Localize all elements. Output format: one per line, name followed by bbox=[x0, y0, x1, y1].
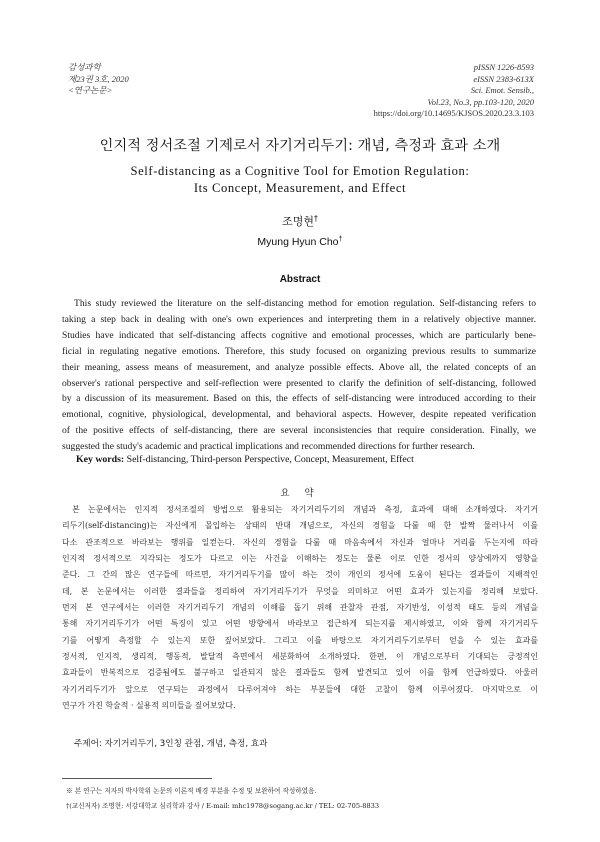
doi-link[interactable]: https://doi.org/10.14695/KJSOS.2020.23.3.103 bbox=[373, 108, 534, 118]
keywords-label: Key words: bbox=[76, 454, 125, 465]
author-english bbox=[0, 234, 600, 248]
abstract-line: their meaning, assess means of measurement, and analyze possible effects. Above all, the related concepts of an bbox=[62, 361, 536, 373]
article-type: <연구논문> bbox=[68, 85, 113, 95]
eissn: eISSN 2383-613X bbox=[473, 73, 534, 84]
abstract-line: ficial in regulating negative emotions. Therefore, this study focused on organizing previous results to summarize bbox=[62, 345, 536, 357]
abstract-line: observer's rational perspective and self-reflection were presented to clarify the definition of self-distancing, followed bbox=[62, 377, 536, 389]
corresponding-mark: † bbox=[338, 234, 343, 243]
summary-line: 통해 자기거리두기가 어떤 특징이 있고 어떤 방향에서 바라보고 접근하게 되는지를 제시하였고, 이와 함께 자기거리두 bbox=[62, 619, 538, 629]
footnote-divider bbox=[62, 778, 212, 779]
abstract-line: taking a step back in dealing with one's own experiences and interpreting them in a relatively objective manner. bbox=[62, 313, 536, 325]
title-english-line2: Its Concept, Measurement, and Effect bbox=[193, 181, 407, 195]
author-english-name: Myung Hyun Cho bbox=[257, 236, 339, 248]
abstract-line: This study reviewed the literature on the self-distancing method for emotion regulation. Self-distancing refers to bbox=[74, 298, 536, 309]
summary-line: 본 논문에서는 인지적 정서조절의 방법으로 활용되는 자기거리두기의 개념과 측정, 효과에 대해 소개하였다. 자기거 bbox=[72, 505, 538, 514]
title-korean: 인지적 정서조절 기제로서 자기거리두기: 개념, 측정과 효과 소개 bbox=[99, 138, 501, 154]
journal-name: 감성과학 bbox=[68, 62, 101, 72]
abstract-line: suggested the study's academic and practical implications and recommended directions for further research. bbox=[62, 441, 475, 453]
abstract-heading: Abstract bbox=[279, 274, 321, 285]
keywords-korean: 주제어: 자기거리두기, 3인칭 관점, 개념, 측정, 효과 bbox=[74, 739, 268, 749]
summary-line: 인지적 정서적으로 지각되는 정도가 다르고 이는 사건을 이해하는 정도는 물론 이로 인한 정서의 양상에까지 영향을 bbox=[62, 554, 538, 564]
summary-line: 준다. 그 간의 많은 연구들에 따르면, 자기거리두기를 많이 하는 것이 개인의 정서에 도움이 된다는 결과들이 지배적인 bbox=[62, 570, 538, 580]
journal-info-right bbox=[374, 62, 534, 120]
footnote-corresponding-author: †(교신저자) 조명현: 서강대학교 심리학과 강사 / E-mail: mhc1978@sogang.ac.kr / TEL: 02-705-8833 bbox=[66, 802, 380, 810]
summary-line: 자기거리두기가 앞으로 연구되는 과정에서 다루어져야 하는 부분들에 대한 고찰이 함께 이루어졌다. 마지막으로 이 bbox=[62, 684, 538, 694]
title-english bbox=[0, 163, 600, 197]
abstract-line: by a discussion of its measurement. Based on this, the effects of self-distancing were introduced according to their bbox=[62, 393, 536, 405]
abstract-body bbox=[62, 296, 536, 455]
journal-volume: 제23권 3호, 2020 bbox=[68, 73, 129, 84]
keywords-text: Self-distancing, Third-person Perspective, Concept, Measurement, Effect bbox=[126, 454, 414, 465]
korean-summary-body bbox=[62, 502, 538, 714]
abstract-line: of the positive effects of self-distancing, there are several inconsistencies that require consideration. Finally, we bbox=[62, 425, 536, 437]
footnote-funding: ※ 본 연구는 저자의 박사학위 논문의 이론적 배경 부분을 수정 및 보완하여 작성하였음. bbox=[66, 787, 317, 795]
author-korean bbox=[0, 213, 600, 229]
author-korean-name: 조명현 bbox=[282, 215, 315, 228]
summary-line: 연구가 가진 학술적 · 실용적 의미들을 짚어보았다. bbox=[62, 701, 236, 711]
summary-line: 리두기(self-distancing)는 자신에게 몰입하는 상태의 반대 개념으로, 자신의 경험을 다룰 때 한 발짝 물러나서 이를 bbox=[62, 521, 538, 531]
keywords-english bbox=[76, 454, 414, 465]
summary-line: 먼저 본 연구에서는 이러한 자기거리두기 개념의 이해를 돕기 위해 관찰자 관점, 자기반성, 이성적 태도 등의 개념을 bbox=[62, 603, 538, 613]
journal-info-left bbox=[68, 62, 129, 97]
abstract-line: Studies have indicated that self-distancing affects cognitive and emotional processes, which are particularly bene- bbox=[62, 329, 536, 341]
volume-pages: Vol.23, No.3, pp.103-120, 2020 bbox=[427, 96, 534, 107]
summary-line: 데, 본 논문에서는 이러한 결과들을 정리하여 자기거리두기가 무엇을 의미하고 어떤 효과가 있는지를 정리해 보았다. bbox=[62, 586, 538, 596]
summary-line: 기를 어떻게 측정할 수 있는지 또한 짚어보았다. 그리고 이를 바탕으로 자기거리두기로부터 얻을 수 있는 효과를 bbox=[62, 635, 538, 645]
journal-abbrev: Sci. Emot. Sensib., bbox=[470, 85, 534, 95]
corresponding-mark: † bbox=[314, 214, 318, 223]
pissn: pISSN 1226-8593 bbox=[473, 62, 534, 72]
summary-line: 정서적, 인지적, 생리적, 행동적, 발달적 측면에서 세분화하여 소개하였다. 한편, 이 개념으로부터 기대되는 긍정적인 bbox=[62, 652, 538, 662]
summary-line: 다소 관조적으로 바라보는 행위를 일컫는다. 자신의 경험을 다룰 때 마음속에서 자신과 얼마나 거리를 두는지에 따라 bbox=[62, 537, 538, 547]
abstract-line: emotional, cognitive, physiological, developmental, and behavioral aspects. However, despite repeated verification bbox=[62, 409, 536, 421]
summary-line: 효과들이 반복적으로 검증됨에도 불구하고 일관되지 않은 결과들도 함께 발견되고 있어 이를 함께 언급하였다. 아울러 bbox=[62, 668, 538, 678]
korean-summary-heading: 요 약 bbox=[280, 488, 320, 499]
title-english-line1: Self-distancing as a Cognitive Tool for Emotion Regulation: bbox=[130, 164, 470, 178]
